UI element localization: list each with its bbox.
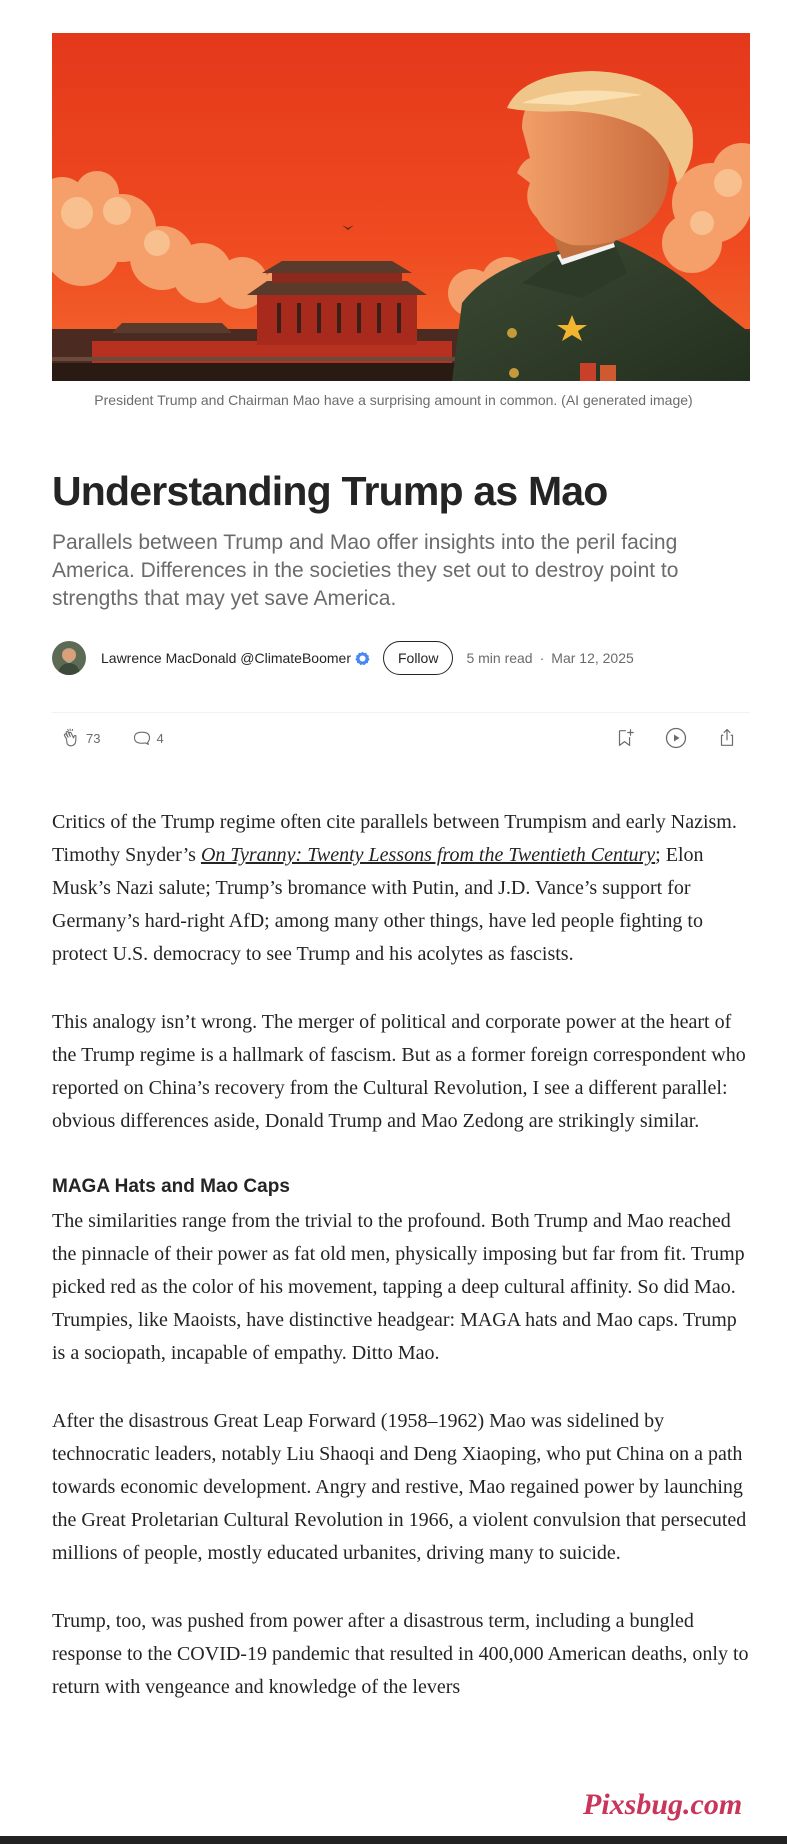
hero-caption: President Trump and Chairman Mao have a surprising amount in common. (AI generated image) [94,392,693,408]
paragraph-text: ; Elon Musk’s Nazi salute; Trump’s bromance with Putin, and J.D. Vance’s support for Germany’s hard-right AfD; among many other things, have led people fighting to protect U.S. democracy to see Trump and his acolytes as fascists. [52,844,704,965]
paragraph-4: After the disastrous Great Leap Forward (1958–1962) Mao was sidelined by technocratic leaders, notably Liu Shaoqi and Deng Xiaoping, who put China on a path towards economic development. Angry and restive, Mao regained power by launching the Great Proletarian Cultural Revolution in 1966, a violent convulsion that persecuted millions of people, mostly educated urbanites, driving many to suicide. [52,1410,747,1564]
author-name[interactable]: Lawrence MacDonald @ClimateBoomer [101,650,351,666]
clap-count: 73 [86,730,101,746]
read-time: 5 min read [466,650,533,666]
bookmark-button[interactable] [614,727,636,749]
paragraph-3: The similarities range from the trivial to the profound. Both Trump and Mao reached the pinnacle of their power as fat old men, physically imposing but far from fit. Trump picked red as the color of his movement, tapping a deep cultural affinity. So did Mao. Trumpies, like Maoists, have distinctive headgear: MAGA hats and Mao caps. Trump is a sociopath, incapable of empathy. Ditto Mao. [52,1210,745,1364]
article-subtitle: Parallels between Trump and Mao offer insights into the peril facing America. Differences in the societies they set out to destroy point to strengths that may yet save America. [52,531,679,610]
hero-image [52,33,750,381]
paragraph-2: This analogy isn’t wrong. The merger of political and corporate power at the heart of the Trump regime is a hallmark of fascism. But as a former foreign correspondent who reported on China’s recovery from the Cultural Revolution, I see a different parallel: obvious differences aside, Donald Trump and Mao Zedong are strikingly similar. [52,1011,746,1132]
hero-illustration [52,33,750,381]
publish-date: Mar 12, 2025 [551,650,634,666]
comments-button[interactable] [132,728,163,748]
bottom-bar [0,1836,787,1844]
meta-separator: · [539,650,545,666]
paragraph-1 [52,806,754,971]
clap-button[interactable] [60,727,100,749]
share-icon [716,727,738,749]
play-icon [664,726,688,750]
action-bar [52,718,750,758]
watermark: Pixsbug.com [583,1788,743,1821]
listen-button[interactable] [664,726,688,750]
comment-icon [132,728,152,748]
verified-badge-icon [355,651,370,666]
section-heading: MAGA Hats and Mao Caps [52,1176,290,1197]
paragraph-text: Critics of the Trump regime often cite parallels between Trumpism and early Nazism. Timothy Snyder’s [52,811,737,866]
paragraph-5: Trump, too, was pushed from power after a disastrous term, including a bungled response to the COVID-19 pandemic that resulted in 400,000 American deaths, only to return with vengeance and knowledge of the levers [52,1610,749,1698]
article-title: Understanding Trump as Mao [52,468,608,514]
comment-count: 4 [156,730,164,746]
actionbar-top-divider [52,712,750,713]
article-body [52,806,754,1704]
book-link[interactable]: On Tyranny: Twenty Lessons from the Twentieth Century [200,844,656,866]
share-button[interactable] [716,727,738,749]
follow-button[interactable]: Follow [383,641,453,675]
byline [52,638,634,678]
clap-icon [60,727,82,749]
bookmark-add-icon [614,727,636,749]
author-avatar[interactable] [52,641,86,675]
